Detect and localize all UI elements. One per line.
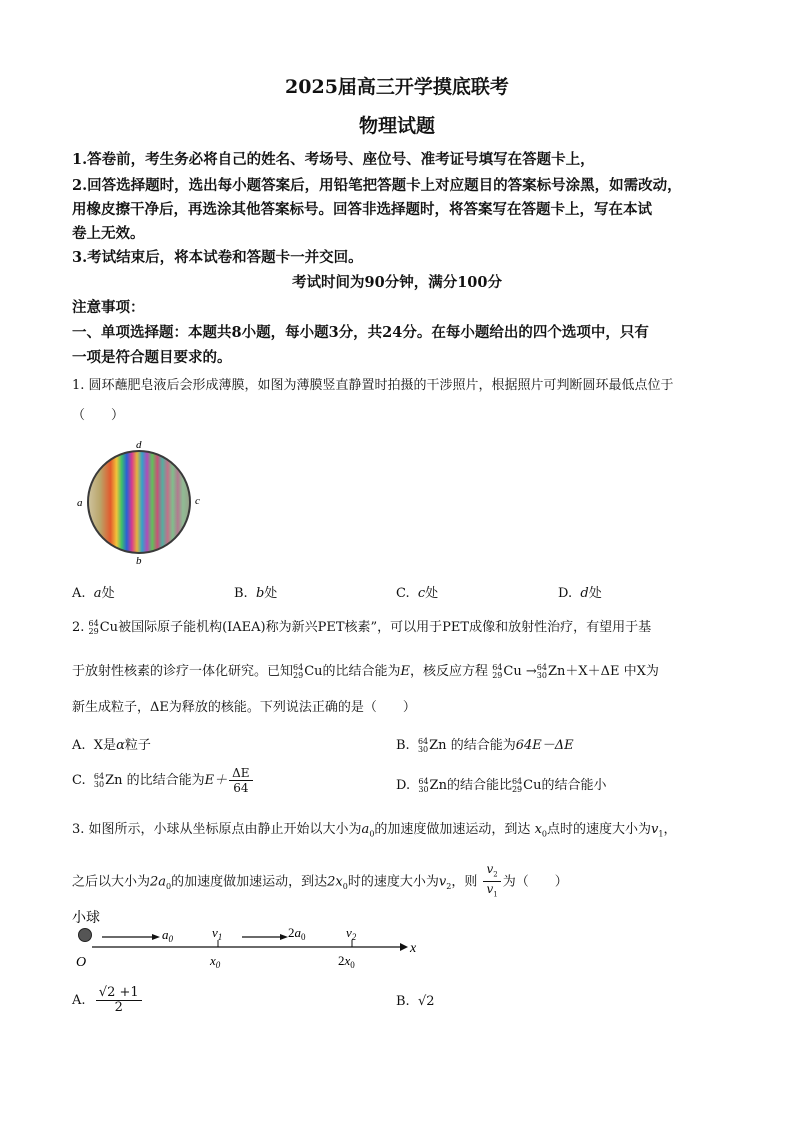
instruction-2b: 用橡皮擦干净后，再选涂其他答案标号。回答非选择题时，将答案写在答题卡上，写在本试 [72, 201, 652, 218]
motion-diagram [70, 904, 430, 976]
label-d: d [136, 439, 142, 451]
instruction-1: 1.答卷前，考生务必将自己的姓名、考场号、座位号、准考证号填写在答题卡上， [72, 151, 595, 168]
notice-label: 注意事项： [72, 299, 145, 316]
acc1-label: $a_0$ [162, 927, 173, 944]
exam-title: 2025届高三开学摸底联考 [285, 76, 509, 98]
q2-option-a[interactable]: A. X是α粒子 [72, 738, 151, 753]
q1-option-d[interactable]: D. d处 [558, 586, 602, 601]
q1-option-b[interactable]: B. b处 [234, 586, 278, 601]
section1-line2: 一项是符合题目要求的。 [72, 349, 232, 366]
q3-option-b[interactable]: B. √2 [396, 994, 435, 1009]
q1-option-a[interactable]: A. a处 [72, 586, 115, 601]
q2-option-c[interactable]: C. 64 30 Zn 的比结合能为E＋ $\frac{\Delta E}{64}$ [72, 766, 255, 795]
v1-label: $v_1$ [212, 925, 223, 942]
q3-option-a[interactable]: A. $\frac{√2 +1}{2}$ [72, 986, 144, 1015]
v2-label: $v_2$ [346, 925, 357, 942]
label-a: a [77, 497, 83, 509]
soap-film-figure [74, 436, 204, 566]
q1-bracket: （ ） [72, 408, 125, 423]
instruction-3: 3.考试结束后，将本试卷和答题卡一并交回。 [72, 249, 363, 266]
acc2-arrowhead-icon [280, 934, 288, 940]
q2-line2: 于放射性核素的诊疗一体化研究。已知 64 29 Cu的比结合能为E，核反应方程 64 29 Cu → 64 30 Zn＋X＋ΔE 中X为 [72, 662, 659, 680]
axis-x-label: x [410, 941, 417, 956]
label-b: b [136, 555, 142, 566]
ball [79, 929, 92, 942]
q2-option-d[interactable]: D. 64 30 Zn的结合能比 64 29 Cu的结合能小 [396, 776, 607, 794]
acc2-label: $2a_0$ [288, 925, 306, 942]
section1-line1: 一、单项选择题：本题共8小题，每小题3分，共24分。在每小题给出的四个选项中，只有 [72, 324, 649, 341]
soap-film-ring [88, 451, 190, 553]
two-x0-label: $2x_0$ [338, 953, 355, 970]
origin-label: O [76, 955, 87, 970]
instruction-2a: 2.回答选择题时，选出每小题答案后，用铅笔把答题卡上对应题目的答案标号涂黑，如需改动， [72, 177, 682, 194]
q2-option-b[interactable]: B. 64 30 Zn 的结合能为64E－ΔE [396, 736, 574, 754]
x0-label: $x_0$ [210, 953, 221, 970]
instruction-2c: 卷上无效。 [72, 225, 145, 242]
ball-label: 小球 [72, 910, 100, 926]
time-note: 考试时间为90分钟，满分100分 [292, 274, 502, 291]
q1-text: 1. 圆环蘸肥皂液后会形成薄膜，如图为薄膜竖直静置时拍摄的干涉照片，根据照片可判断圆环最低点位于 [72, 378, 674, 393]
q2-line1: 2. 64 29 Cu被国际原子能机构(IAEA)称为新兴PET核素”，可以用于PET成像和放射性治疗，有望用于基 [72, 618, 652, 636]
subject-title: 物理试题 [358, 115, 435, 137]
label-c: c [195, 495, 200, 507]
q3-line2: 之后以大小为$2a_0$的加速度做加速运动，到达$2x_0$时的速度大小为$v_2$，则 $\frac{v_2}{v_1}$ 为（ ） [72, 862, 568, 899]
q3-line1: 3. 如图所示，小球从坐标原点由静止开始以大小为$a_0$的加速度做加速运动，到达 $x_0$点时的速度大小为$v_1$， [72, 822, 677, 839]
x-axis-arrow-icon [400, 943, 408, 951]
q2-line3: 新生成粒子，ΔE为释放的核能。下列说法正确的是（ ） [72, 700, 416, 715]
acc1-arrowhead-icon [152, 934, 160, 940]
q1-option-c[interactable]: C. c处 [396, 586, 439, 601]
